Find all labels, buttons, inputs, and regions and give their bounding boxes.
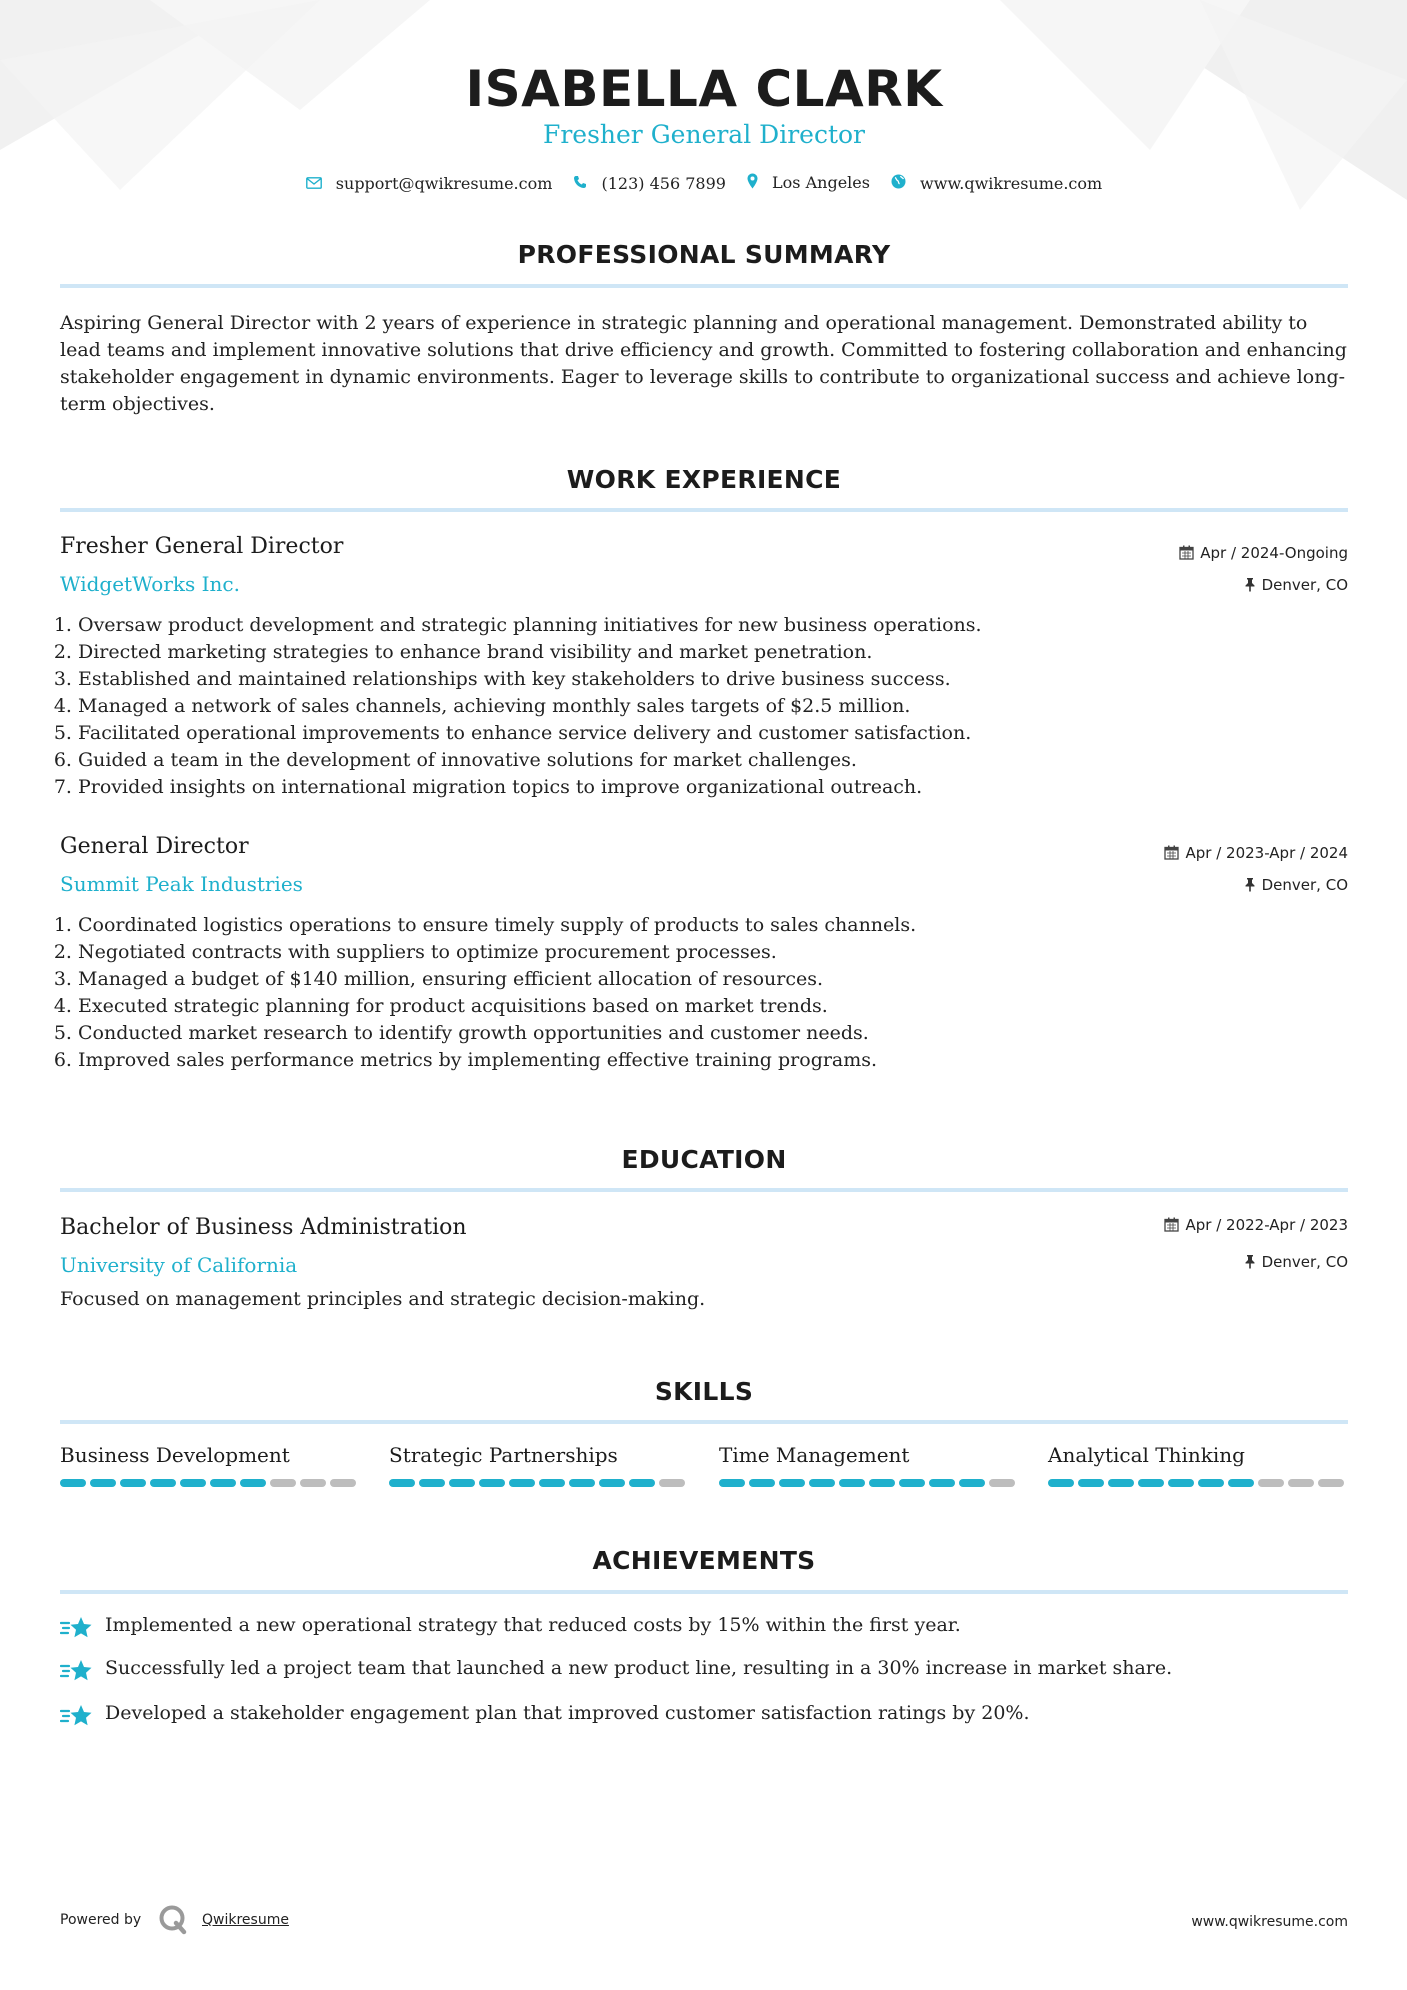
skill-segment-filled (90, 1479, 116, 1487)
footer-website[interactable]: www.qwikresume.com (1191, 1914, 1348, 1930)
skill-name: Strategic Partnerships (389, 1443, 618, 1467)
skill-name: Time Management (719, 1443, 910, 1467)
job-dates-text: Apr / 2023-Apr / 2024 (1185, 844, 1348, 862)
skill-level-bar (1048, 1479, 1348, 1487)
education-dates-text: Apr / 2022-Apr / 2023 (1185, 1216, 1348, 1234)
skill-segment-filled (180, 1479, 206, 1487)
pushpin-icon (1244, 877, 1256, 896)
contact-phone-text: (123) 456 7899 (601, 173, 726, 193)
education-section-title: EDUCATION (621, 1145, 787, 1174)
job-location (1244, 876, 1348, 896)
job-dates-text: Apr / 2024-Ongoing (1200, 544, 1348, 562)
section-divider (60, 508, 1348, 512)
job-bullet: 4. Managed a network of sales channels, achieving monthly sales targets of $2.5 million. (78, 693, 1328, 720)
skill-name: Analytical Thinking (1048, 1443, 1245, 1467)
job-title: Fresher General Director (60, 534, 344, 559)
skill-segment-filled (899, 1479, 925, 1487)
skill-segment-filled (959, 1479, 985, 1487)
skill-level-bar (60, 1479, 360, 1487)
section-divider (60, 1188, 1348, 1192)
education-dates (1164, 1216, 1348, 1236)
phone-icon (573, 174, 587, 193)
job-bullet-list (60, 612, 1328, 801)
skill-segment-filled (539, 1479, 565, 1487)
skill-segment-filled (749, 1479, 775, 1487)
skill-segment-empty (989, 1479, 1015, 1487)
section-divider (60, 284, 1348, 288)
skill-segment-filled (120, 1479, 146, 1487)
education-degree: Bachelor of Business Administration (60, 1215, 467, 1240)
calendar-icon (1164, 845, 1179, 864)
skill-segment-filled (419, 1479, 445, 1487)
job-bullet: 5. Conducted market research to identify growth opportunities and customer needs. (78, 1020, 1328, 1047)
skill-segment-filled (869, 1479, 895, 1487)
job-location-text: Denver, CO (1261, 876, 1348, 894)
skill-segment-filled (240, 1479, 266, 1487)
summary-section-title: PROFESSIONAL SUMMARY (517, 240, 891, 269)
job-company: WidgetWorks Inc. (60, 572, 240, 596)
job-bullet: 3. Established and maintained relationships with key stakeholders to drive business success. (78, 666, 1328, 693)
section-divider (60, 1590, 1348, 1594)
education-school: University of California (60, 1253, 298, 1277)
contact-bar (60, 172, 1348, 193)
skill-item (1048, 1443, 1348, 1487)
pushpin-icon (1244, 1254, 1256, 1273)
job-title: General Director (60, 834, 249, 859)
job-bullet: 6. Guided a team in the development of innovative solutions for market challenges. (78, 747, 1328, 774)
skill-segment-empty (659, 1479, 685, 1487)
achievements-section-title: ACHIEVEMENTS (592, 1546, 816, 1575)
summary-text: Aspiring General Director with 2 years of experience in strategic planning and operational management. Demonstrated ability to lead teams and implement innovative solutions that drive efficiency and growth. Committed to fostering collaboration and enhancing stakeholder engagement in dynamic environments. Eager to leverage skills to contribute to organizational success and achieve long-term objectives. (60, 312, 1347, 415)
skill-segment-filled (569, 1479, 595, 1487)
globe-icon (891, 174, 906, 193)
experience-section-title: WORK EXPERIENCE (566, 465, 842, 494)
education-description: Focused on management principles and strategic decision-making. (60, 1288, 706, 1310)
skill-segment-filled (1048, 1479, 1074, 1487)
candidate-name: ISABELLA CLARK (465, 60, 943, 118)
job-bullet: 1. Oversaw product development and strategic planning initiatives for new business operations. (78, 612, 1328, 639)
job-bullet: 4. Executed strategic planning for product acquisitions based on market trends. (78, 993, 1328, 1020)
achievement-text: Implemented a new operational strategy that reduced costs by 15% within the first year. (105, 1614, 961, 1636)
skill-segment-filled (1108, 1479, 1134, 1487)
skill-segment-empty (1318, 1479, 1344, 1487)
skill-segment-filled (150, 1479, 176, 1487)
contact-phone[interactable] (573, 173, 725, 193)
job-dates (1179, 544, 1348, 564)
skill-item (719, 1443, 1019, 1487)
skill-segment-empty (270, 1479, 296, 1487)
skill-segment-filled (1198, 1479, 1224, 1487)
contact-email-text: support@qwikresume.com (335, 173, 553, 193)
achievement-text: Successfully led a project team that launched a new product line, resulting in a 30% increase in market share. (105, 1657, 1173, 1679)
qwikresume-link[interactable]: Qwikresume (202, 1912, 289, 1928)
skill-segment-filled (1168, 1479, 1194, 1487)
skill-segment-filled (479, 1479, 505, 1487)
job-company: Summit Peak Industries (60, 872, 303, 896)
skill-segment-filled (1078, 1479, 1104, 1487)
skill-segment-empty (1288, 1479, 1314, 1487)
skill-segment-filled (1228, 1479, 1254, 1487)
education-location (1244, 1253, 1348, 1273)
shooting-star-icon (60, 1657, 94, 1689)
skill-item (389, 1443, 689, 1487)
skill-segment-filled (929, 1479, 955, 1487)
job-bullet: 2. Directed marketing strategies to enhance brand visibility and market penetration. (78, 639, 1328, 666)
job-bullet: 3. Managed a budget of $140 million, ensuring efficient allocation of resources. (78, 966, 1328, 993)
shooting-star-icon (60, 1614, 94, 1646)
skill-segment-filled (809, 1479, 835, 1487)
job-bullet: 2. Negotiated contracts with suppliers to optimize procurement processes. (78, 939, 1328, 966)
job-bullet: 5. Facilitated operational improvements to enhance service delivery and customer satisfaction. (78, 720, 1328, 747)
skill-segment-filled (629, 1479, 655, 1487)
footer (60, 1900, 1348, 1940)
contact-location-text: Los Angeles (772, 173, 870, 193)
job-bullet: 1. Coordinated logistics operations to ensure timely supply of products to sales channels. (78, 912, 1328, 939)
job-bullet-list (60, 912, 1328, 1074)
skill-level-bar (389, 1479, 689, 1487)
job-dates (1164, 844, 1348, 864)
skill-segment-filled (1138, 1479, 1164, 1487)
skill-segment-empty (330, 1479, 356, 1487)
skill-item (60, 1443, 360, 1487)
job-location-text: Denver, CO (1261, 576, 1348, 594)
skill-segment-filled (389, 1479, 415, 1487)
skill-segment-empty (300, 1479, 326, 1487)
powered-by-label: Powered by (60, 1912, 142, 1928)
contact-email[interactable] (306, 173, 553, 193)
skill-segment-filled (210, 1479, 236, 1487)
skill-segment-filled (779, 1479, 805, 1487)
shooting-star-icon (60, 1702, 94, 1734)
education-location-text: Denver, CO (1261, 1253, 1348, 1271)
skill-segment-filled (60, 1479, 86, 1487)
skills-section-title: SKILLS (654, 1377, 754, 1406)
skill-segment-filled (599, 1479, 625, 1487)
envelope-icon (306, 174, 322, 193)
skill-segment-filled (509, 1479, 535, 1487)
pushpin-icon (1244, 577, 1256, 596)
candidate-headline: Fresher General Director (542, 120, 865, 149)
qwikresume-logo-icon (158, 1904, 190, 1940)
contact-website[interactable] (891, 173, 1102, 193)
skill-level-bar (719, 1479, 1019, 1487)
contact-location (747, 172, 870, 193)
achievement-text: Developed a stakeholder engagement plan that improved customer satisfaction ratings by 20%. (105, 1702, 1030, 1724)
contact-website-text: www.qwikresume.com (920, 173, 1103, 193)
skill-segment-filled (839, 1479, 865, 1487)
map-pin-icon (747, 173, 758, 193)
calendar-icon (1164, 1217, 1179, 1236)
calendar-icon (1179, 545, 1194, 564)
skill-segment-filled (719, 1479, 745, 1487)
job-bullet: 6. Improved sales performance metrics by implementing effective training programs. (78, 1047, 1328, 1074)
section-divider (60, 1420, 1348, 1424)
skill-name: Business Development (60, 1443, 290, 1467)
skill-segment-filled (449, 1479, 475, 1487)
job-bullet: 7. Provided insights on international migration topics to improve organizational outreach. (78, 774, 1328, 801)
skill-segment-empty (1258, 1479, 1284, 1487)
job-location (1244, 576, 1348, 596)
